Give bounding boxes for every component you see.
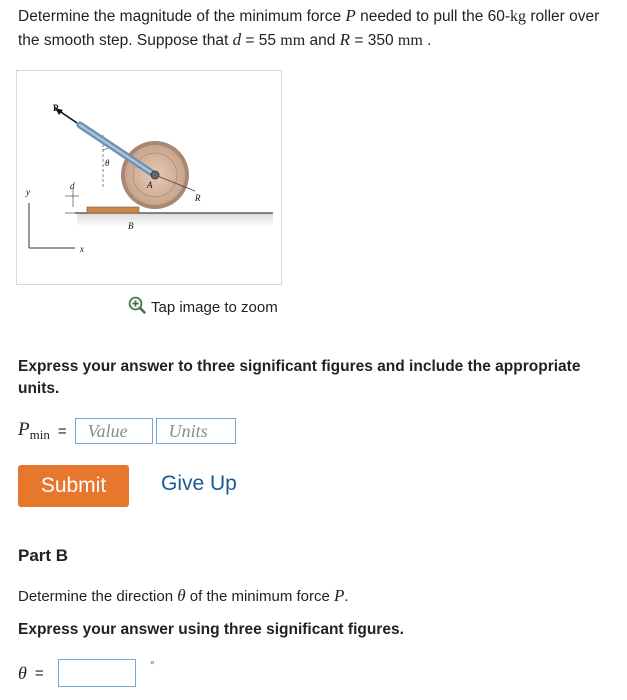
var-r: R: [339, 30, 351, 49]
question-text: .: [344, 588, 349, 605]
question-text: Determine the direction: [18, 588, 178, 605]
var-theta: θ: [177, 586, 186, 605]
label-x: x: [80, 244, 84, 254]
label-y: y: [26, 187, 30, 197]
label-r: R: [195, 193, 201, 203]
ground-shading: [77, 213, 273, 227]
d-value: = 55: [241, 32, 281, 49]
unit-mm: mm: [397, 32, 423, 49]
equals-sign: =: [34, 664, 44, 682]
axle-pin: [151, 171, 159, 179]
theta-input[interactable]: [58, 659, 136, 687]
pmin-label: [18, 419, 50, 443]
var-p: P: [334, 586, 345, 605]
give-up-link[interactable]: Give Up: [161, 472, 237, 495]
problem-text: Determine the magnitude of the minimum force: [18, 8, 346, 25]
answer-instruction: Express your answer to three significant figures and include the appropriate units.: [18, 358, 581, 397]
degree-unit: °: [150, 658, 155, 672]
part-b-instruction: Express your answer using three significant figures.: [18, 621, 404, 638]
step-block: [87, 207, 139, 213]
zoom-in-icon: [128, 296, 146, 318]
pmin-var: P: [18, 419, 30, 440]
theta-label: θ: [18, 662, 27, 683]
roller-diagram: [17, 71, 281, 284]
label-theta: θ: [105, 158, 110, 168]
var-d: d: [232, 30, 242, 49]
units-placeholder: Units: [168, 420, 208, 441]
label-b: B: [128, 221, 134, 231]
question-text: of the minimum force: [185, 588, 334, 605]
zoom-link[interactable]: [128, 296, 278, 318]
answer-row-part-a: [18, 416, 236, 446]
problem-text: and: [305, 32, 340, 49]
units-input[interactable]: [156, 418, 236, 444]
problem-statement: [18, 4, 608, 52]
problem-text: needed to pull the 60-: [355, 8, 511, 25]
part-b-question: [18, 586, 349, 606]
r-value: = 350: [350, 32, 398, 49]
label-d: d: [70, 181, 75, 191]
equals-sign: =: [57, 422, 67, 440]
zoom-label: Tap image to zoom: [151, 298, 278, 316]
submit-button[interactable]: Submit: [18, 465, 129, 507]
label-a: A: [147, 180, 153, 190]
problem-text: roller over the smooth step. Suppose that: [18, 8, 600, 49]
answer-row-part-b: [18, 658, 136, 688]
value-placeholder: Value: [87, 420, 128, 441]
var-p: P: [345, 6, 356, 25]
unit-mm: mm: [280, 32, 306, 49]
unit-kg: kg: [510, 8, 527, 25]
pmin-subscript: min: [29, 427, 50, 442]
label-p: P: [53, 103, 59, 113]
value-input[interactable]: [75, 418, 153, 444]
problem-text: .: [422, 32, 432, 49]
part-b-title: Part B: [18, 546, 69, 565]
problem-figure[interactable]: [16, 70, 282, 285]
